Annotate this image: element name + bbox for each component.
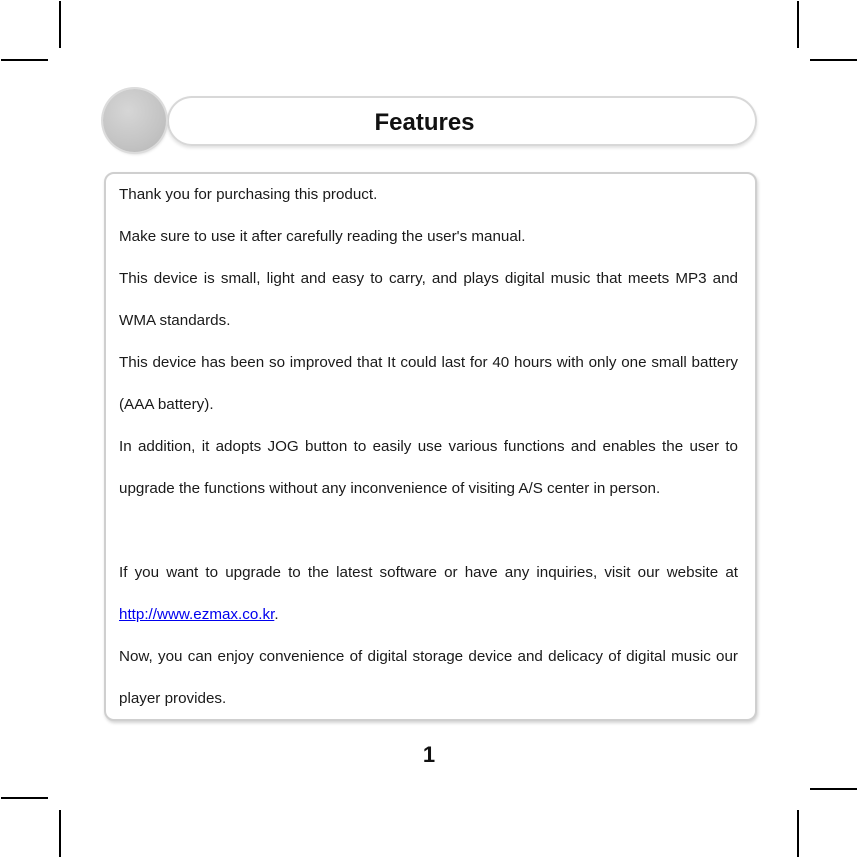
crop-mark xyxy=(810,59,857,61)
page-title: Features xyxy=(374,109,475,136)
upgrade-text: If you want to upgrade to the latest software or have any inquiries, visit our website at xyxy=(119,564,738,581)
upgrade-text-end: . xyxy=(274,606,279,623)
paragraph-device-description: This device is small, light and easy to carry, and plays digital music that meets MP3 and WMA standards. xyxy=(119,270,738,329)
website-link[interactable]: http://www.ezmax.co.kr xyxy=(119,606,275,623)
crop-mark xyxy=(797,810,799,857)
paragraph-enjoy: Now, you can enjoy convenience of digital storage device and delicacy of digital music our player provides. xyxy=(119,648,738,707)
crop-mark xyxy=(797,1,799,48)
paragraph-battery: This device has been so improved that It could last for 40 hours with only one small battery (AAA battery). xyxy=(119,354,738,413)
crop-mark xyxy=(1,797,48,799)
paragraph-jog-button: In addition, it adopts JOG button to easily use various functions and enables the user to upgrade the functions without any inconvenience of visiting A/S center in person. xyxy=(119,438,738,497)
page-number: 1 xyxy=(422,742,436,767)
title-bar xyxy=(167,96,757,146)
crop-mark xyxy=(59,1,61,48)
paragraph-thanks: Thank you for purchasing this product. xyxy=(119,186,378,203)
paragraph-read-manual: Make sure to use it after carefully reading the user's manual. xyxy=(119,228,526,245)
title-circle-icon xyxy=(103,89,166,152)
crop-mark xyxy=(59,810,61,857)
crop-mark xyxy=(810,788,857,790)
paragraph-upgrade xyxy=(119,552,738,636)
crop-mark xyxy=(1,59,48,61)
